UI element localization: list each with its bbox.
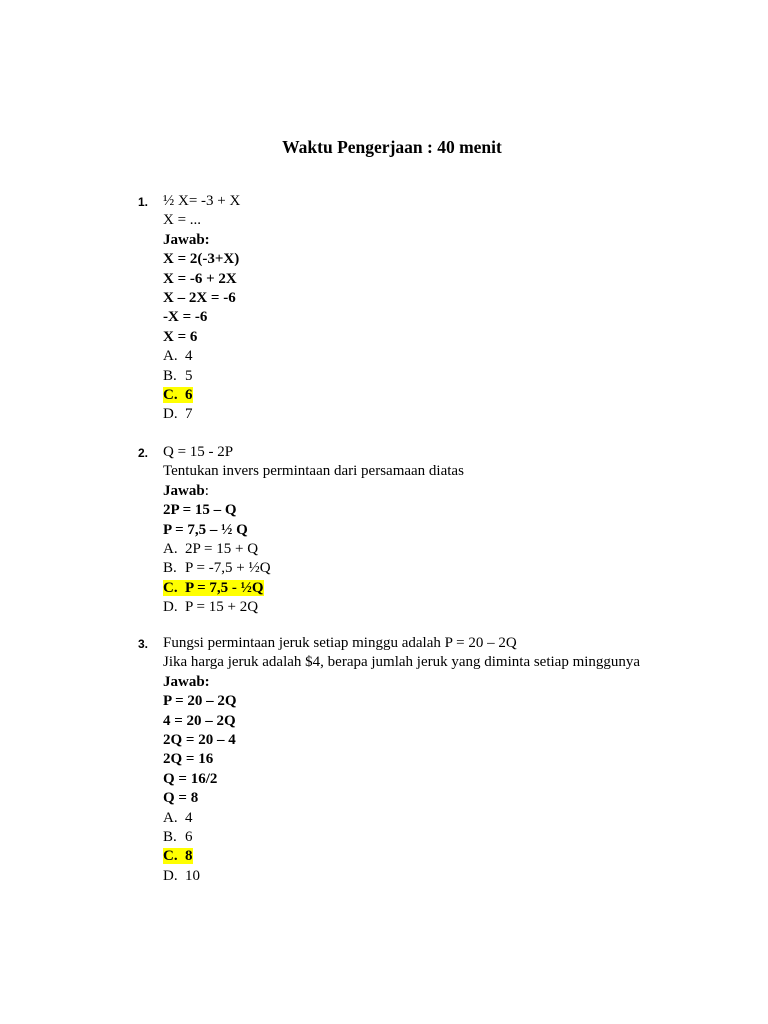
solution-step: 2Q = 16: [163, 751, 214, 768]
option-d: D. P = 15 + 2Q: [163, 599, 259, 616]
page-title: Waktu Pengerjaan : 40 menit: [282, 137, 502, 157]
solution-step: 2P = 15 – Q: [163, 502, 237, 519]
solution-step: 4 = 20 – 2Q: [163, 712, 236, 729]
solution-step: Q = 16/2: [163, 770, 218, 787]
solution-step: P = 20 – 2Q: [163, 693, 237, 710]
solution-step: 2Q = 20 – 4: [163, 731, 236, 748]
solution-step: X = 2(-3+X): [163, 251, 240, 268]
question-body: [163, 443, 464, 618]
option-a: A. 2P = 15 + Q: [163, 540, 259, 557]
option-a: A. 4: [163, 809, 193, 826]
question-prompt-line: Q = 15 - 2P: [163, 444, 234, 460]
option-b: B. 6: [163, 828, 193, 845]
solution-step: Q = 8: [163, 790, 199, 807]
question-prompt-line: Tentukan invers permintaan dari persamaan diatas: [163, 463, 464, 480]
answer-label: Jawab:: [163, 673, 210, 690]
option-d: D. 10: [163, 867, 200, 884]
option-d: D. 7: [163, 406, 193, 423]
question-prompt-line: Fungsi permintaan jeruk setiap minggu adalah P = 20 – 2Q: [163, 635, 517, 651]
option-a: A. 4: [163, 348, 193, 365]
option-c-correct: C. 8: [163, 848, 193, 865]
question-number: 3.: [138, 637, 149, 651]
option-c-correct: C. P = 7,5 - ½Q: [163, 579, 264, 596]
question-body: [163, 634, 640, 886]
question-number: 2.: [138, 446, 149, 460]
solution-step: P = 7,5 – ½ Q: [163, 521, 248, 538]
question-prompt-line: X = ...: [163, 212, 202, 229]
solution-step: -X = -6: [163, 309, 208, 326]
solution-step: X = -6 + 2X: [163, 270, 237, 287]
question-prompt-line: Jika harga jeruk adalah $4, berapa jumlah jeruk yang diminta setiap minggunya: [163, 654, 641, 671]
question-number: 1.: [138, 195, 149, 209]
question-prompt-line: ½ X= -3 + X: [163, 193, 241, 209]
solution-step: X – 2X = -6: [163, 289, 236, 306]
option-c-correct: C. 6: [163, 386, 193, 403]
answer-label: Jawab:: [163, 482, 209, 499]
answer-label: Jawab:: [163, 231, 210, 248]
solution-step: X = 6: [163, 328, 198, 345]
question-body: [163, 192, 240, 425]
option-b: B. P = -7,5 + ½Q: [163, 560, 271, 577]
option-b: B. 5: [163, 367, 193, 384]
